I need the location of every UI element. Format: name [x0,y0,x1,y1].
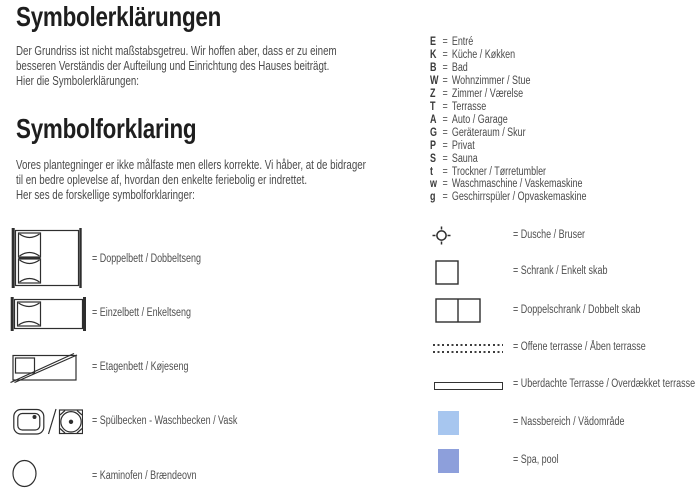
intro-de-line-2: besseren Verständis der Aufteilung und Einrichtung des Hauses beiträgt. [16,58,330,73]
equals-sign: = [442,113,448,126]
code-letter: g [430,191,436,204]
letter-code-row [430,166,586,179]
letter-code-row [430,75,586,88]
code-label: Zimmer / Værelse [451,87,524,100]
covered-terrace-icon [434,382,503,390]
intro-de-line-3: Hier die Symbolerklärungen: [16,73,140,88]
double-cabinet-label: = Doppelschrank / Dobbelt skab [513,304,641,316]
letter-code-row [430,127,586,140]
equals-sign: = [442,178,448,191]
wood-stove-label: = Kaminofen / Brændeovn [92,470,197,482]
double-bed-icon [11,228,84,288]
single-bed-label: = Einzelbett / Enkeltseng [92,307,191,319]
code-letter: S [430,152,436,165]
code-label: Bad [451,61,468,74]
intro-da-line-1: Vores plantegninger er ikke målfaste men ellers korrekte. Vi håber, at de bidrager [16,158,366,172]
code-label: Trockner / Tørretumbler [451,165,547,178]
equals-sign: = [442,48,448,61]
intro-de-line-1: Der Grundriss ist nicht maßstabsgetreu. Wir hoffen aber, dass er zu einem [16,44,337,58]
letter-code-row [430,191,586,204]
wood-stove-icon [12,459,38,489]
single-cabinet-icon [435,260,459,285]
letter-code-row [430,49,586,62]
bunk-bed-label: = Etagenbett / Køjeseng [92,361,189,373]
shower-label: = Dusche / Bruser [513,229,586,241]
open-terrace-label: = Offene terrasse / Åben terrasse [513,341,646,353]
equals-sign: = [442,100,448,113]
spa-pool-label: = Spa, pool [513,454,559,466]
letter-code-row [430,101,586,114]
letter-code-row [430,36,586,49]
spa-pool-icon [438,449,459,473]
sink-basin-icon [13,408,83,435]
equals-sign: = [442,61,448,74]
equals-sign: = [442,36,448,48]
code-letter: Z [430,87,436,100]
equals-sign: = [442,152,448,165]
open-terrace-icon [433,344,503,353]
code-letter: w [430,178,437,191]
code-label: Geräteraum / Skur [451,126,526,139]
code-letter: G [430,126,437,139]
equals-sign: = [442,191,448,204]
equals-sign: = [442,139,448,152]
code-letter: E [430,36,436,48]
code-label: Terrasse [451,100,487,113]
code-letter: K [430,48,437,61]
equals-sign: = [442,74,448,87]
code-label: Geschirrspüler / Opvaskemaskine [451,191,587,204]
code-label: Sauna [451,152,478,165]
code-letter: T [430,100,436,113]
page-title-danish: Symbolforklaring [16,113,197,144]
letter-code-row [430,114,586,127]
double-bed-label: = Doppelbett / Dobbeltseng [92,253,201,265]
equals-sign: = [442,126,448,139]
single-cabinet-label: = Schrank / Enkelt skab [513,265,608,277]
intro-da-line-2: til en bedre oplevelse af, hvordan den enkelte feriebolig er indrettet. [16,172,308,187]
code-letter: W [430,74,439,87]
letter-code-row [430,62,586,75]
page-title-german: Symbolerklärungen [16,1,222,32]
code-letter: t [430,165,433,178]
code-label: Entré [451,36,474,48]
intro-paragraph-danish [16,158,366,203]
letter-code-row [430,153,586,166]
code-letter: A [430,113,437,126]
letter-code-row [430,178,586,191]
double-cabinet-icon [435,298,481,323]
letter-code-row [430,88,586,101]
letter-code-list [430,36,586,204]
letter-code-row [430,140,586,153]
covered-terrace-label: = Überdachte Terrasse / Overdækket terrasse [513,378,696,390]
code-letter: P [430,139,436,152]
bunk-bed-icon [10,352,78,383]
sink-basin-label: = Spülbecken - Waschbecken / Vask [92,415,238,427]
code-label: Waschmaschine / Vaskemaskine [451,178,583,191]
code-label: Küche / Køkken [451,48,516,61]
equals-sign: = [442,165,448,178]
intro-da-line-3: Her ses de forskellige symbolforklaringer: [16,187,195,202]
code-label: Privat [451,139,475,152]
code-label: Wohnzimmer / Stue [451,74,531,87]
intro-paragraph-german [16,44,337,89]
shower-icon [431,225,452,246]
equals-sign: = [442,87,448,100]
code-letter: B [430,61,437,74]
wet-area-icon [438,411,459,435]
wet-area-label: = Nassbereich / Vådområde [513,416,625,428]
single-bed-icon [10,297,87,331]
code-label: Auto / Garage [451,113,508,126]
